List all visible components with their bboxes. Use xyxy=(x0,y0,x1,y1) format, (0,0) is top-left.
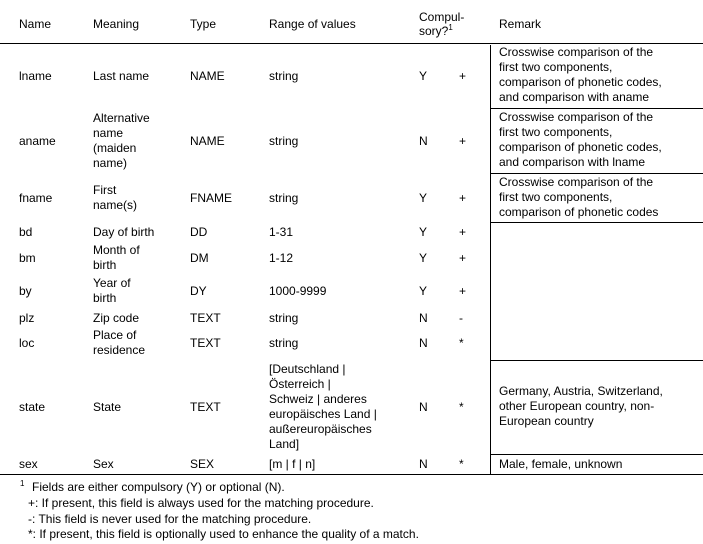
cell-type: TEXT xyxy=(190,335,221,350)
cell-range: [m | f | n] xyxy=(269,456,316,471)
cell-range: außereuropäisches xyxy=(269,422,372,436)
cell-remark: comparison of phonetic codes, xyxy=(499,140,662,154)
footnote-ref: 1 xyxy=(448,23,453,32)
cell-name: aname xyxy=(19,133,56,148)
cell-remark: other European country, non- xyxy=(499,399,655,413)
cell-compulsory: Y xyxy=(419,68,428,83)
cell-type: SEX xyxy=(190,456,215,471)
cell-remark: first two components, xyxy=(499,60,613,74)
cell-meaning: Alternative xyxy=(93,111,150,125)
remark-rule xyxy=(490,173,703,174)
cell-remark: Crosswise comparison of the xyxy=(499,110,654,124)
table-bottom-rule xyxy=(0,474,703,475)
cell-meaning: Last name xyxy=(93,68,150,83)
cell-range: europäisches Land | xyxy=(269,407,377,421)
remark-rule xyxy=(490,360,703,361)
cell-type: NAME xyxy=(190,133,225,148)
cell-type: TEXT xyxy=(190,399,221,414)
cell-meaning: Sex xyxy=(93,456,114,471)
cell-usage: * xyxy=(459,456,464,471)
header-range: Range of values xyxy=(269,17,356,31)
cell-compulsory: N xyxy=(419,310,428,325)
footnote-line: -: This field is never used for the matching procedure. xyxy=(28,512,312,526)
cell-usage: + xyxy=(459,224,467,239)
header-rule xyxy=(0,43,703,44)
header-remark: Remark xyxy=(499,17,542,31)
cell-range: string xyxy=(269,190,299,205)
cell-type: DY xyxy=(190,283,207,298)
cell-range: string xyxy=(269,133,299,148)
cell-usage: + xyxy=(459,190,467,205)
cell-range: 1000-9999 xyxy=(269,283,327,298)
cell-range: 1-12 xyxy=(269,250,294,265)
cell-meaning: Place of xyxy=(93,328,137,342)
cell-compulsory: N xyxy=(419,335,428,350)
cell-compulsory: N xyxy=(419,456,428,471)
cell-usage: * xyxy=(459,335,464,350)
cell-name: plz xyxy=(19,310,35,325)
cell-usage: + xyxy=(459,283,467,298)
cell-usage: - xyxy=(459,310,463,325)
cell-name: fname xyxy=(19,190,53,205)
cell-name: sex xyxy=(19,456,38,471)
header-name: Name xyxy=(19,17,52,31)
cell-meaning: name) xyxy=(93,156,128,170)
cell-range: Österreich | xyxy=(269,377,331,391)
cell-meaning: Year of xyxy=(93,276,131,290)
remark-rule xyxy=(490,454,703,455)
cell-meaning: residence xyxy=(93,343,146,357)
remark-rule xyxy=(490,222,703,223)
cell-range: Schweiz | anderes xyxy=(269,392,367,406)
cell-range: string xyxy=(269,335,299,350)
cell-meaning: birth xyxy=(93,291,117,305)
cell-meaning: First xyxy=(93,183,117,197)
remark-rule xyxy=(490,108,703,109)
cell-type: DM xyxy=(190,250,209,265)
cell-range: string xyxy=(269,310,299,325)
cell-meaning: Zip code xyxy=(93,310,140,325)
cell-usage: * xyxy=(459,399,464,414)
cell-remark: first two components, xyxy=(499,125,613,139)
cell-meaning: name xyxy=(93,126,124,140)
cell-usage: + xyxy=(459,133,467,148)
cell-meaning: Day of birth xyxy=(93,224,155,239)
cell-remark: Crosswise comparison of the xyxy=(499,175,654,189)
cell-compulsory: Y xyxy=(419,224,428,239)
cell-remark: Germany, Austria, Switzerland, xyxy=(499,384,663,398)
cell-meaning: Month of xyxy=(93,243,140,257)
cell-meaning: (maiden xyxy=(93,141,137,155)
cell-name: by xyxy=(19,283,32,298)
cell-compulsory: Y xyxy=(419,190,428,205)
remark-column-divider xyxy=(490,45,491,475)
header-type: Type xyxy=(190,17,217,31)
cell-remark: and comparison with lname xyxy=(499,155,646,169)
cell-name: loc xyxy=(19,335,35,350)
cell-name: state xyxy=(19,399,46,414)
footnote-line: +: If present, this field is always used for the matching procedure. xyxy=(28,496,374,510)
header-meaning: Meaning xyxy=(93,17,140,31)
cell-usage: + xyxy=(459,68,467,83)
cell-compulsory: N xyxy=(419,133,428,148)
cell-name: bm xyxy=(19,250,36,265)
cell-name: bd xyxy=(19,224,33,239)
cell-name: lname xyxy=(19,68,52,83)
cell-range: Land] xyxy=(269,437,300,451)
cell-type: TEXT xyxy=(190,310,221,325)
cell-remark: comparison of phonetic codes xyxy=(499,205,659,219)
cell-remark: comparison of phonetic codes, xyxy=(499,75,662,89)
footnote-line: *: If present, this field is optionally used to enhance the quality of a match. xyxy=(28,527,419,541)
cell-compulsory: Y xyxy=(419,250,428,265)
cell-remark: Male, female, unknown xyxy=(499,457,623,471)
cell-remark: Crosswise comparison of the xyxy=(499,45,654,59)
cell-remark: and comparison with aname xyxy=(499,90,650,104)
header-compulsory-line2: sory?$^1$ xyxy=(419,23,453,38)
cell-range: [Deutschland | xyxy=(269,362,346,376)
cell-compulsory: Y xyxy=(419,283,428,298)
cell-compulsory: N xyxy=(419,399,428,414)
cell-range: string xyxy=(269,68,299,83)
header-compulsory-line1: Compul- xyxy=(419,10,465,24)
cell-remark: first two components, xyxy=(499,190,613,204)
footnote-line: Fields are either compulsory (Y) or optional (N). xyxy=(32,480,285,494)
cell-meaning: birth xyxy=(93,258,117,272)
cell-type: DD xyxy=(190,224,208,239)
cell-remark: European country xyxy=(499,414,594,428)
cell-type: NAME xyxy=(190,68,225,83)
cell-type: FNAME xyxy=(190,190,232,205)
cell-range: 1-31 xyxy=(269,224,294,239)
cell-usage: + xyxy=(459,250,467,265)
cell-meaning: name(s) xyxy=(93,198,138,212)
footnote-marker: 1 xyxy=(20,479,25,488)
cell-meaning: State xyxy=(93,399,122,414)
